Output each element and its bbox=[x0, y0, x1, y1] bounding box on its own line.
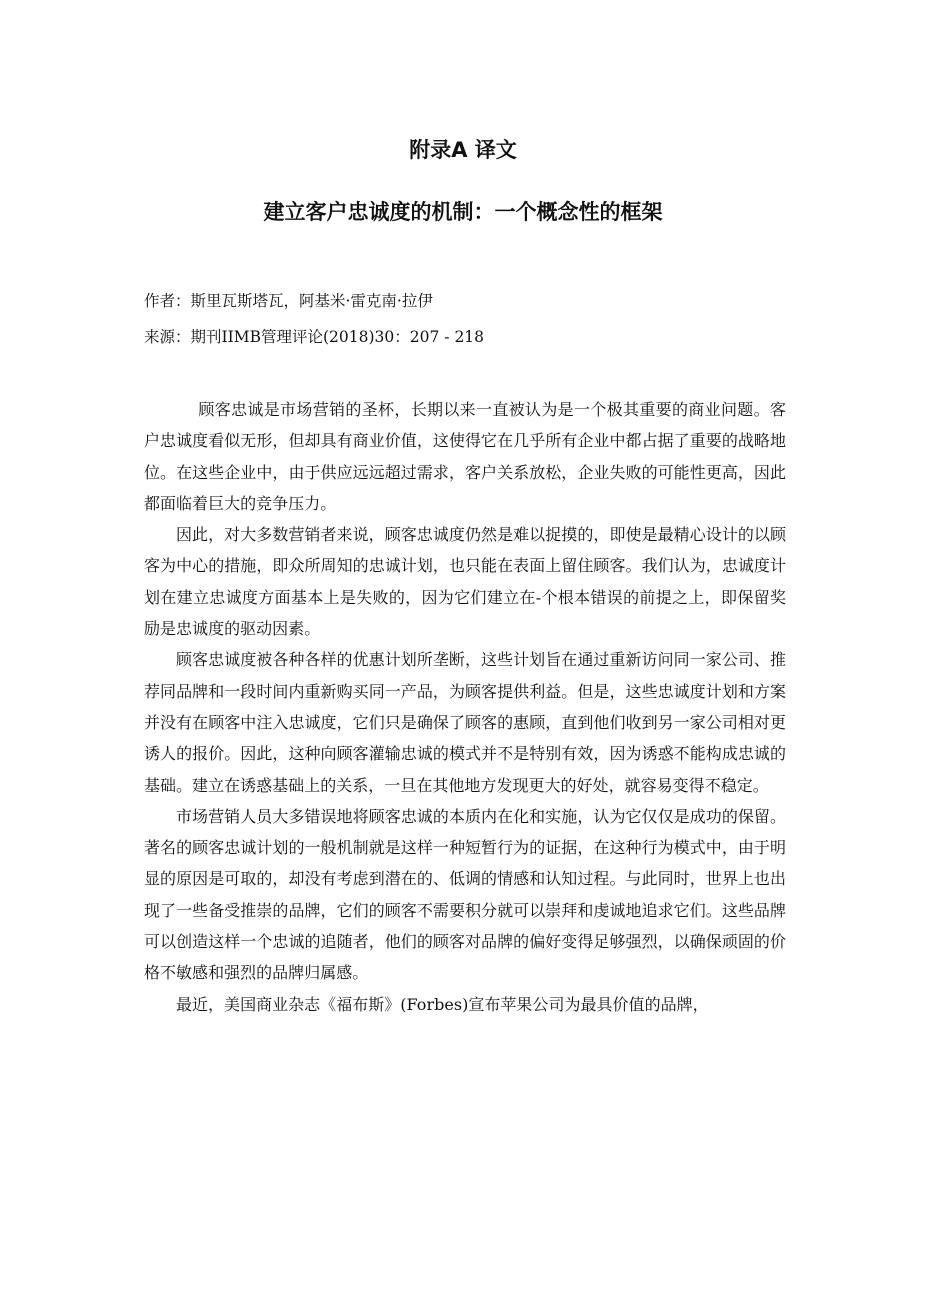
appendix-title: 附录A 译文 bbox=[409, 138, 517, 162]
body-text bbox=[144, 394, 786, 1020]
paragraph: 市场营销人员大多错误地将顾客忠诚的本质内在化和实施，认为它仅仅是成功的保留。著名的顾客忠诚计划的一般机制就是这样一种短暂行为的证据，在这种行为模式中，由于明显的原因是可取的，却没有考虑到潜在的、低调的情感和认知过程。与此同时，世界上也出现了一些备受推崇的品牌，它们的顾客不需要积分就可以崇拜和虔诚地追求它们。这些品牌可以创造这样一个忠诚的追随者，他们的顾客对品牌的偏好变得足够强烈，以确保顽固的价格不敏感和强烈的品牌归属感。 bbox=[144, 806, 786, 983]
paragraph: 顾客忠诚度被各种各样的优惠计划所垄断，这些计划旨在通过重新访问同一家公司、推荐同品牌和一段时间内重新购买同一产品，为顾客提供利益。但是，这些忠诚度计划和方案并没有在顾客中注入忠诚度，它们只是确保了顾客的惠顾，直到他们收到另一家公司相对更诱人的报价。因此，这种向顾客灌输忠诚的模式并不是特别有效，因为诱惑不能构成忠诚的基础。建立在诱惑基础上的关系，一旦在其他地方发现更大的好处，就容易变得不稳定。 bbox=[144, 650, 786, 795]
paper-title: 建立客户忠诚度的机制：一个概念性的框架 bbox=[263, 200, 663, 224]
paragraph: 因此，对大多数营销者来说，顾客忠诚度仍然是难以捉摸的，即使是最精心设计的以顾客为中心的措施，即众所周知的忠诚计划，也只能在表面上留住顾客。我们认为，忠诚度计划在建立忠诚度方面基本上是失败的，因为它们建立在-个根本错误的前提之上，即保留奖励是忠诚度的驱动因素。 bbox=[144, 525, 786, 639]
author-line: 作者：斯里瓦斯塔瓦，阿基米·雷克南·拉伊 bbox=[144, 292, 433, 310]
paragraph: 顾客忠诚是市场营销的圣杯，长期以来一直被认为是一个极其重要的商业问题。客户忠诚度看似无形，但却具有商业价值，这使得它在几乎所有企业中都占据了重要的战略地位。在这些企业中，由于供应远远超过需求，客户关系放松，企业失败的可能性更高，因此都面临着巨大的竞争压力。 bbox=[144, 400, 786, 513]
paragraph: 最近，美国商业杂志《福布斯》(Forbes)宣布苹果公司为最具价值的品牌， bbox=[176, 994, 709, 1014]
source-line: 来源：期刊IIMB管理评论(2018)30：207 - 218 bbox=[144, 328, 485, 346]
